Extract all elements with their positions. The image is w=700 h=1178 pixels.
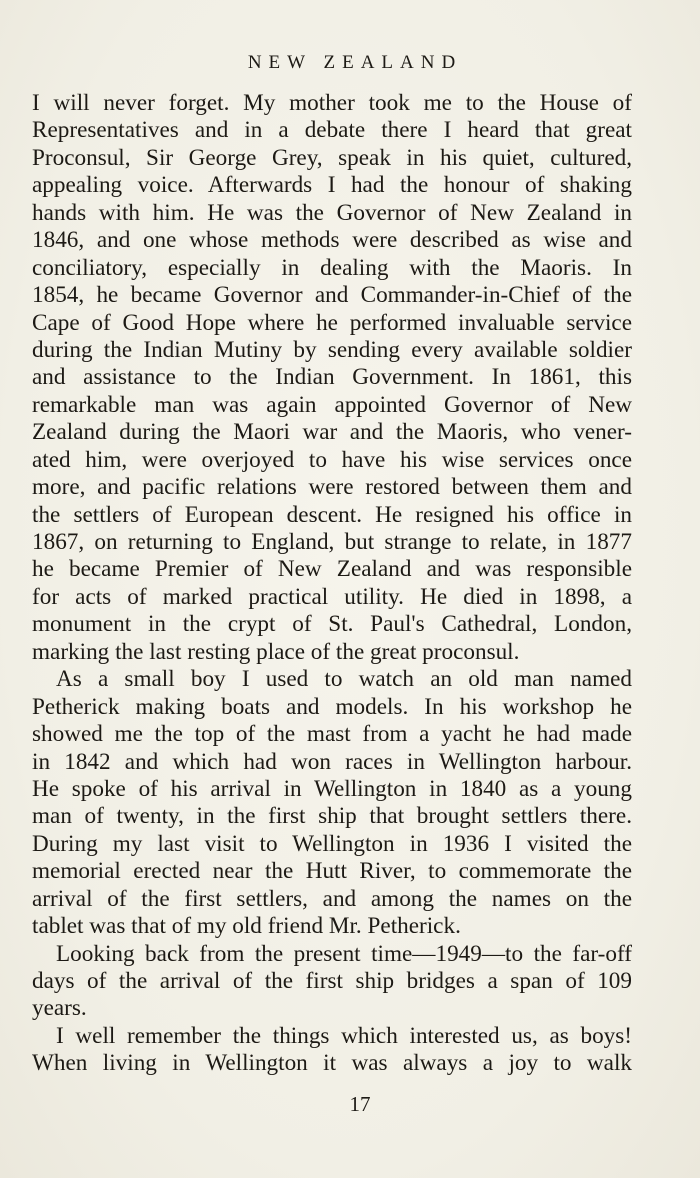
text-line: he became Premier of New Zealand and was responsible xyxy=(32,556,632,583)
text-line: for acts of marked practical utility. He died in 1898, a xyxy=(32,583,632,610)
text-line: ated him, were overjoyed to have his wise services once xyxy=(32,446,632,473)
text-line: Looking back from the present time—1949—to the far-off xyxy=(56,940,632,967)
text-line: during the Indian Mutiny by sending every available soldier xyxy=(32,336,632,363)
text-line: 1846, and one whose methods were described as wise and xyxy=(32,227,632,254)
text-line: the settlers of European descent. He resigned his office in xyxy=(32,501,632,528)
text-line: years. xyxy=(32,995,87,1022)
text-line: man of twenty, in the first ship that brought settlers there. xyxy=(32,803,632,830)
text-line: showed me the top of the mast from a yacht he had made xyxy=(32,721,632,748)
text-line: memorial erected near the Hutt River, to commemorate the xyxy=(32,858,632,885)
text-line: When living in Wellington it was always a joy to walk xyxy=(32,1050,632,1077)
text-line: Zealand during the Maori war and the Maoris, who vener- xyxy=(32,419,632,446)
text-line: arrival of the first settlers, and among the names on the xyxy=(32,885,632,912)
text-line: days of the arrival of the first ship bridges a span of 109 xyxy=(32,968,632,994)
text-line: Petherick making boats and models. In his workshop he xyxy=(32,693,632,720)
text-line: Representatives and in a debate there I heard that great xyxy=(32,117,632,144)
text-line: 1867, on returning to England, but strange to relate, in 1877 xyxy=(32,529,632,555)
text-line: Cape of Good Hope where he performed invaluable service xyxy=(32,309,632,336)
text-line: 1854, he became Governor and Commander-in-Chief of the xyxy=(32,282,632,309)
running-head: NEW ZEALAND xyxy=(247,52,463,73)
text-line: remarkable man was again appointed Governor of New xyxy=(32,391,632,418)
text-line: and assistance to the Indian Government. In 1861, this xyxy=(32,364,632,391)
text-line: He spoke of his arrival in Wellington in 1840 as a young xyxy=(32,775,632,802)
text-line: During my last visit to Wellington in 1936 I visited the xyxy=(32,830,632,857)
page-number: 17 xyxy=(349,1092,371,1116)
text-line: tablet was that of my old friend Mr. Petherick. xyxy=(32,913,461,940)
body-text xyxy=(32,90,632,1078)
text-line: more, and pacific relations were restored between them and xyxy=(32,474,632,501)
text-line: in 1842 and which had won races in Wellington harbour. xyxy=(32,748,632,775)
text-line: appealing voice. Afterwards I had the honour of shaking xyxy=(32,172,632,199)
text-line: As a small boy I used to watch an old man named xyxy=(56,666,632,693)
text-line: Proconsul, Sir George Grey, speak in his quiet, cultured, xyxy=(32,144,632,171)
text-line: conciliatory, especially in dealing with the Maoris. In xyxy=(32,254,632,281)
text-line: monument in the crypt of St. Paul's Cathedral, London, xyxy=(32,611,632,638)
text-line: hands with him. He was the Governor of New Zealand in xyxy=(32,199,632,226)
text-line: I will never forget. My mother took me to the House of xyxy=(32,90,632,116)
text-line: marking the last resting place of the great proconsul. xyxy=(32,638,520,665)
text-line: I well remember the things which interested us, as boys! xyxy=(56,1022,632,1049)
